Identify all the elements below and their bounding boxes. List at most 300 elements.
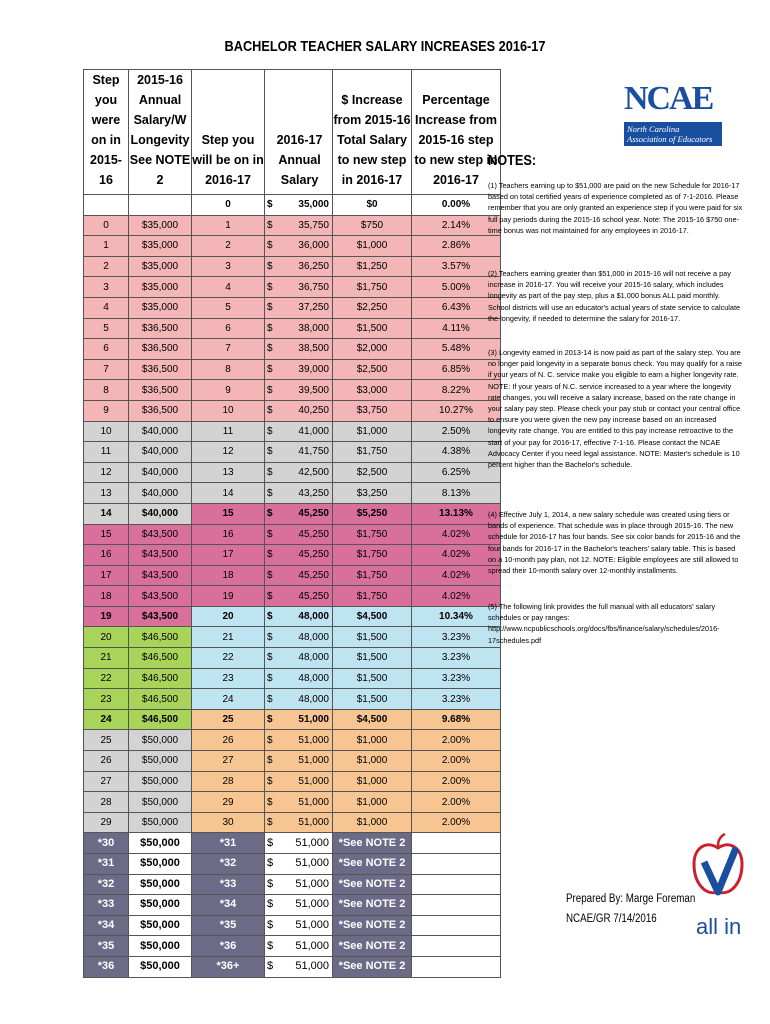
header-increase: $ Increase from 2015-16 Total Salary to new step in 2016-17 (333, 70, 412, 195)
cell-increase: $3,000 (333, 380, 412, 401)
cell-salary-prev: $50,000 (129, 751, 192, 772)
cell-step-prev: 19 (84, 606, 129, 627)
cell-dollar-sign: $ (265, 668, 282, 689)
cell-percent: 6.25% (412, 462, 501, 483)
cell-dollar-sign: $ (265, 915, 282, 936)
table-row (84, 874, 501, 895)
cell-salary-new: 39,500 (281, 380, 333, 401)
cell-salary-new: 37,250 (281, 297, 333, 318)
cell-step-prev: 25 (84, 730, 129, 751)
cell-dollar-sign: $ (265, 277, 282, 298)
cell-salary-prev (129, 195, 192, 216)
cell-step-new: 29 (192, 792, 265, 813)
cell-dollar-sign: $ (265, 256, 282, 277)
table-row (84, 956, 501, 977)
cell-increase: $0 (333, 195, 412, 216)
cell-increase: *See NOTE 2 (333, 936, 412, 957)
cell-salary-prev: $36,500 (129, 380, 192, 401)
cell-salary-prev: $46,500 (129, 648, 192, 669)
note-1: (1) Teachers earning up to $51,000 are paid on the new Schedule for 2016-17 based on total certified years of experience completed as of 7-1-2016. Please remember that you are only granted an experience step if you were paid for six full pay periods during the 2015-16 school year. Note: The 2015-16 $750 one-time bonus was not maintained for any employees in 2016-17. (488, 181, 743, 235)
cell-step-new: 15 (192, 503, 265, 524)
cell-step-new: 0 (192, 195, 265, 216)
cell-step-new: 8 (192, 359, 265, 380)
cell-salary-new: 48,000 (281, 689, 333, 710)
cell-step-new: 27 (192, 751, 265, 772)
cell-percent: 2.50% (412, 421, 501, 442)
cell-step-prev: *36 (84, 956, 129, 977)
cell-step-prev: *32 (84, 874, 129, 895)
cell-increase: $1,000 (333, 421, 412, 442)
table-row (84, 236, 501, 257)
cell-step-prev: 13 (84, 483, 129, 504)
cell-salary-new: 45,250 (281, 545, 333, 566)
cell-percent: 6.43% (412, 297, 501, 318)
cell-salary-new: 43,250 (281, 483, 333, 504)
cell-salary-prev: $36,500 (129, 339, 192, 360)
cell-dollar-sign: $ (265, 565, 282, 586)
cell-salary-prev: $40,000 (129, 442, 192, 463)
cell-salary-new: 40,250 (281, 400, 333, 421)
cell-step-new: 22 (192, 648, 265, 669)
cell-increase: $1,250 (333, 256, 412, 277)
cell-percent (412, 833, 501, 854)
table-row (84, 195, 501, 216)
cell-step-new: 28 (192, 771, 265, 792)
cell-salary-prev: $35,000 (129, 236, 192, 257)
cell-step-prev (84, 195, 129, 216)
cell-step-prev: 15 (84, 524, 129, 545)
cell-salary-prev: $35,000 (129, 297, 192, 318)
prepared-ref: NCAE/GR 7/14/2016 (566, 913, 657, 925)
table-row (84, 709, 501, 730)
cell-step-new: *32 (192, 854, 265, 875)
cell-step-new: *36+ (192, 956, 265, 977)
cell-percent (412, 956, 501, 977)
table-row (84, 854, 501, 875)
cell-percent: 4.02% (412, 545, 501, 566)
cell-step-prev: 28 (84, 792, 129, 813)
table-row (84, 648, 501, 669)
header-step-new: Step you will be on in 2016-17 (192, 70, 265, 195)
cell-salary-prev: $50,000 (129, 833, 192, 854)
cell-percent (412, 874, 501, 895)
table-row (84, 895, 501, 916)
cell-step-new: 6 (192, 318, 265, 339)
note-5: (5) The following link provides the full manual with all educators' salary schedules or pay ranges: http://www.ncpublicschools.org/docs/fbs/finance/salary/schedules/2016-17schedules.pdf (488, 602, 720, 645)
cell-step-new: *33 (192, 874, 265, 895)
cell-increase: $2,000 (333, 339, 412, 360)
table-row (84, 545, 501, 566)
cell-increase: $1,750 (333, 524, 412, 545)
cell-step-prev: *35 (84, 936, 129, 957)
cell-percent: 5.00% (412, 277, 501, 298)
table-row (84, 565, 501, 586)
cell-salary-new: 42,500 (281, 462, 333, 483)
cell-salary-prev: $50,000 (129, 956, 192, 977)
cell-salary-prev: $36,500 (129, 400, 192, 421)
cell-dollar-sign: $ (265, 503, 282, 524)
cell-increase: *See NOTE 2 (333, 956, 412, 977)
cell-salary-prev: $40,000 (129, 462, 192, 483)
cell-step-new: 16 (192, 524, 265, 545)
logo-subtitle: North Carolina Association of Educators (624, 122, 722, 146)
cell-dollar-sign: $ (265, 483, 282, 504)
table-row (84, 771, 501, 792)
table-row (84, 812, 501, 833)
cell-step-new: 2 (192, 236, 265, 257)
table-row (84, 442, 501, 463)
table-row (84, 483, 501, 504)
cell-salary-new: 51,000 (281, 792, 333, 813)
cell-step-prev: 9 (84, 400, 129, 421)
cell-percent: 9.68% (412, 709, 501, 730)
cell-salary-prev: $50,000 (129, 874, 192, 895)
cell-dollar-sign: $ (265, 545, 282, 566)
cell-increase: $1,500 (333, 648, 412, 669)
table-row (84, 936, 501, 957)
cell-salary-new: 38,500 (281, 339, 333, 360)
table-body (84, 195, 501, 978)
cell-salary-prev: $50,000 (129, 895, 192, 916)
apple-check-icon (688, 830, 748, 940)
cell-step-new: 18 (192, 565, 265, 586)
note-3: (3) Longevity earned in 2013-14 is now paid as part of the salary step. You are no longer paid longevity in a separate bonus check. You may qualify for a raise if your years of N. C. service make you eligible to earn a higher longevity rate. NOTE: If your years of N.C. service increased to a year where the longevity rate changes, you will receive a salary increase, based on the rate change in your salary pay step. Please check your pay stub or contact your central office to ensure you were given the new pay increase based on an increased longevity rate change. You are entitled to this pay increase retroactive to the start of your pay for 2016-17, effective 7-1-16. Please contact the NCAE Advocacy Center if you need legal assistance. NOTE: Master's schedule is 10 percent higher than the Bachelor's schedule. (488, 348, 742, 470)
table-row (84, 256, 501, 277)
cell-dollar-sign: $ (265, 297, 282, 318)
cell-salary-prev: $43,500 (129, 524, 192, 545)
cell-salary-prev: $43,500 (129, 586, 192, 607)
cell-step-prev: 0 (84, 215, 129, 236)
table-row (84, 751, 501, 772)
cell-step-new: 5 (192, 297, 265, 318)
cell-dollar-sign: $ (265, 236, 282, 257)
cell-percent: 4.02% (412, 524, 501, 545)
cell-step-prev: 27 (84, 771, 129, 792)
cell-increase: $1,750 (333, 565, 412, 586)
cell-percent: 8.22% (412, 380, 501, 401)
cell-step-prev: 5 (84, 318, 129, 339)
table-row (84, 421, 501, 442)
cell-step-new: 19 (192, 586, 265, 607)
cell-salary-prev: $40,000 (129, 503, 192, 524)
cell-percent: 4.02% (412, 586, 501, 607)
cell-step-new: 11 (192, 421, 265, 442)
cell-salary-new: 48,000 (281, 668, 333, 689)
cell-percent: 4.11% (412, 318, 501, 339)
cell-step-prev: 24 (84, 709, 129, 730)
cell-increase: $2,500 (333, 462, 412, 483)
cell-step-new: 25 (192, 709, 265, 730)
cell-salary-prev: $43,500 (129, 606, 192, 627)
cell-salary-new: 35,750 (281, 215, 333, 236)
cell-percent: 2.00% (412, 771, 501, 792)
cell-increase: $2,250 (333, 297, 412, 318)
cell-salary-new: 36,250 (281, 256, 333, 277)
cell-step-prev: 2 (84, 256, 129, 277)
cell-dollar-sign: $ (265, 339, 282, 360)
cell-dollar-sign: $ (265, 380, 282, 401)
cell-step-prev: *30 (84, 833, 129, 854)
cell-dollar-sign: $ (265, 606, 282, 627)
cell-increase: $1,500 (333, 689, 412, 710)
cell-increase: $1,000 (333, 812, 412, 833)
cell-percent: 4.38% (412, 442, 501, 463)
cell-step-new: 21 (192, 627, 265, 648)
cell-salary-new: 48,000 (281, 606, 333, 627)
cell-percent: 2.00% (412, 812, 501, 833)
cell-increase: $1,500 (333, 668, 412, 689)
cell-step-new: 9 (192, 380, 265, 401)
cell-dollar-sign: $ (265, 730, 282, 751)
cell-percent: 3.23% (412, 648, 501, 669)
cell-dollar-sign: $ (265, 709, 282, 730)
cell-increase: $4,500 (333, 709, 412, 730)
cell-percent: 3.23% (412, 627, 501, 648)
cell-salary-prev: $40,000 (129, 483, 192, 504)
table-row (84, 586, 501, 607)
cell-salary-prev: $46,500 (129, 668, 192, 689)
cell-increase: $1,750 (333, 277, 412, 298)
cell-salary-new: 41,750 (281, 442, 333, 463)
ncae-logo (620, 80, 716, 158)
cell-increase: $1,000 (333, 771, 412, 792)
cell-step-new: 4 (192, 277, 265, 298)
cell-percent: 2.00% (412, 730, 501, 751)
cell-step-new: 10 (192, 400, 265, 421)
cell-step-prev: 7 (84, 359, 129, 380)
cell-percent: 8.13% (412, 483, 501, 504)
table-row (84, 503, 501, 524)
cell-dollar-sign: $ (265, 792, 282, 813)
note-2: (2) Teachers earning greater than $51,000 in 2015-16 will not receive a pay increase in 2016-17. You will receive your 2015-16 salary, which includes longevity as part of the pay step, plus a $1,000 bonus ALL paid monthly. School districts will use an educator's actual years of state service to calculate the longevity, if needed to determine the salary for 2016-17. (488, 269, 741, 323)
cell-salary-prev: $50,000 (129, 792, 192, 813)
cell-percent (412, 936, 501, 957)
cell-increase: *See NOTE 2 (333, 895, 412, 916)
cell-step-prev: 6 (84, 339, 129, 360)
cell-salary-new: 45,250 (281, 503, 333, 524)
cell-step-prev: 18 (84, 586, 129, 607)
cell-increase: *See NOTE 2 (333, 833, 412, 854)
cell-step-new: 13 (192, 462, 265, 483)
cell-percent: 5.48% (412, 339, 501, 360)
cell-increase: $4,500 (333, 606, 412, 627)
table-row (84, 915, 501, 936)
cell-salary-new: 51,000 (281, 915, 333, 936)
cell-step-prev: 23 (84, 689, 129, 710)
cell-increase: *See NOTE 2 (333, 874, 412, 895)
cell-percent (412, 854, 501, 875)
cell-percent: 3.23% (412, 689, 501, 710)
cell-percent: 10.34% (412, 606, 501, 627)
cell-salary-new: 51,000 (281, 936, 333, 957)
cell-dollar-sign: $ (265, 359, 282, 380)
header-percent: Percentage Increase from 2015-16 step to new step in 2016-17 (412, 70, 501, 195)
cell-percent: 4.02% (412, 565, 501, 586)
cell-step-prev: 22 (84, 668, 129, 689)
cell-dollar-sign: $ (265, 648, 282, 669)
cell-step-new: 1 (192, 215, 265, 236)
cell-dollar-sign: $ (265, 318, 282, 339)
cell-dollar-sign: $ (265, 215, 282, 236)
cell-step-new: *31 (192, 833, 265, 854)
cell-percent: 2.86% (412, 236, 501, 257)
cell-percent (412, 915, 501, 936)
cell-salary-prev: $46,500 (129, 689, 192, 710)
cell-salary-new: 41,000 (281, 421, 333, 442)
table-row (84, 462, 501, 483)
table-row (84, 400, 501, 421)
cell-increase: $1,000 (333, 236, 412, 257)
cell-percent: 10.27% (412, 400, 501, 421)
prepared-by: Prepared By: Marge Foreman (566, 893, 696, 905)
cell-dollar-sign: $ (265, 442, 282, 463)
cell-salary-prev: $50,000 (129, 915, 192, 936)
cell-increase: $1,000 (333, 792, 412, 813)
cell-salary-prev: $35,000 (129, 277, 192, 298)
cell-dollar-sign: $ (265, 400, 282, 421)
cell-salary-prev: $40,000 (129, 421, 192, 442)
cell-dollar-sign: $ (265, 195, 282, 216)
header-annual-prev: 2015-16 Annual Salary/W Longevity See NOTE 2 (129, 70, 192, 195)
cell-percent: 13.13% (412, 503, 501, 524)
table-row (84, 606, 501, 627)
cell-salary-prev: $36,500 (129, 318, 192, 339)
cell-salary-prev: $50,000 (129, 854, 192, 875)
cell-salary-new: 51,000 (281, 751, 333, 772)
cell-percent: 3.57% (412, 256, 501, 277)
cell-step-prev: *31 (84, 854, 129, 875)
cell-step-prev: 11 (84, 442, 129, 463)
cell-increase: $1,750 (333, 442, 412, 463)
table-row (84, 297, 501, 318)
page-title: BACHELOR TEACHER SALARY INCREASES 2016-17 (224, 38, 546, 55)
cell-salary-prev: $50,000 (129, 936, 192, 957)
salary-table (83, 69, 501, 978)
cell-dollar-sign: $ (265, 936, 282, 957)
cell-step-prev: *33 (84, 895, 129, 916)
cell-step-new: *34 (192, 895, 265, 916)
cell-step-new: 26 (192, 730, 265, 751)
table-row (84, 318, 501, 339)
cell-step-new: 7 (192, 339, 265, 360)
cell-percent: 2.00% (412, 751, 501, 772)
table-row (84, 277, 501, 298)
cell-increase: $2,500 (333, 359, 412, 380)
cell-dollar-sign: $ (265, 751, 282, 772)
header-step-prev: Step you were on in 2015-16 (84, 70, 129, 195)
cell-step-new: 20 (192, 606, 265, 627)
cell-increase: $3,250 (333, 483, 412, 504)
cell-step-prev: 8 (84, 380, 129, 401)
cell-dollar-sign: $ (265, 771, 282, 792)
all-in-text: all in (696, 914, 742, 939)
table-row (84, 689, 501, 710)
cell-salary-new: 45,250 (281, 565, 333, 586)
table-row (84, 627, 501, 648)
cell-percent (412, 895, 501, 916)
cell-increase: $1,750 (333, 545, 412, 566)
cell-salary-new: 51,000 (281, 833, 333, 854)
cell-salary-new: 48,000 (281, 648, 333, 669)
cell-step-prev: *34 (84, 915, 129, 936)
cell-dollar-sign: $ (265, 627, 282, 648)
logo-box (620, 80, 716, 158)
cell-increase: $750 (333, 215, 412, 236)
cell-salary-prev: $50,000 (129, 812, 192, 833)
cell-step-prev: 4 (84, 297, 129, 318)
cell-salary-new: 48,000 (281, 627, 333, 648)
cell-percent: 2.14% (412, 215, 501, 236)
cell-dollar-sign: $ (265, 586, 282, 607)
cell-salary-new: 45,250 (281, 524, 333, 545)
cell-step-new: 12 (192, 442, 265, 463)
cell-dollar-sign: $ (265, 895, 282, 916)
cell-increase: $1,500 (333, 318, 412, 339)
table-row (84, 730, 501, 751)
cell-salary-new: 51,000 (281, 812, 333, 833)
cell-salary-new: 36,750 (281, 277, 333, 298)
cell-step-prev: 1 (84, 236, 129, 257)
cell-increase: *See NOTE 2 (333, 915, 412, 936)
table-row (84, 359, 501, 380)
cell-salary-new: 51,000 (281, 709, 333, 730)
table-row (84, 215, 501, 236)
cell-step-prev: 21 (84, 648, 129, 669)
cell-salary-prev: $36,500 (129, 359, 192, 380)
cell-salary-new: 51,000 (281, 771, 333, 792)
table-row (84, 339, 501, 360)
note-4: (4) Effective July 1, 2014, a new salary schedule was created using tiers or bands of experience. That schedule was in place through 2015-16. The new schedule for 2016-17 has four bands. See six color bands for 2015-16 and the four bands for 2016-17 in the Bachelor's teachers' salary table. This is based on a 10-month pay plan, not 12. NOTE: Eligible employees are still allowed to spread their 10-month salary over 12-monthly installments. (488, 510, 741, 576)
cell-step-new: 14 (192, 483, 265, 504)
all-in-logo (688, 830, 748, 940)
cell-increase: $3,750 (333, 400, 412, 421)
cell-salary-prev: $50,000 (129, 771, 192, 792)
table-row (84, 792, 501, 813)
cell-salary-new: 39,000 (281, 359, 333, 380)
cell-step-new: 24 (192, 689, 265, 710)
cell-step-prev: 10 (84, 421, 129, 442)
cell-step-prev: 14 (84, 503, 129, 524)
cell-dollar-sign: $ (265, 854, 282, 875)
cell-increase: *See NOTE 2 (333, 854, 412, 875)
cell-salary-prev: $46,500 (129, 627, 192, 648)
cell-salary-new: 51,000 (281, 854, 333, 875)
table-row (84, 833, 501, 854)
cell-dollar-sign: $ (265, 462, 282, 483)
header-annual-new: 2016-17 Annual Salary (265, 70, 333, 195)
cell-salary-new: 38,000 (281, 318, 333, 339)
cell-dollar-sign: $ (265, 956, 282, 977)
cell-salary-new: 36,000 (281, 236, 333, 257)
cell-percent: 2.00% (412, 792, 501, 813)
cell-dollar-sign: $ (265, 689, 282, 710)
cell-salary-new: 35,000 (281, 195, 333, 216)
cell-step-prev: 17 (84, 565, 129, 586)
cell-salary-prev: $43,500 (129, 545, 192, 566)
cell-dollar-sign: $ (265, 874, 282, 895)
table-header-row (84, 70, 501, 195)
cell-step-prev: 16 (84, 545, 129, 566)
cell-step-prev: 3 (84, 277, 129, 298)
cell-step-new: *36 (192, 936, 265, 957)
cell-salary-new: 51,000 (281, 956, 333, 977)
logo-wordmark: NCAE (624, 80, 713, 117)
cell-dollar-sign: $ (265, 812, 282, 833)
cell-salary-prev: $43,500 (129, 565, 192, 586)
cell-step-prev: 12 (84, 462, 129, 483)
cell-salary-prev: $35,000 (129, 256, 192, 277)
cell-salary-new: 45,250 (281, 586, 333, 607)
